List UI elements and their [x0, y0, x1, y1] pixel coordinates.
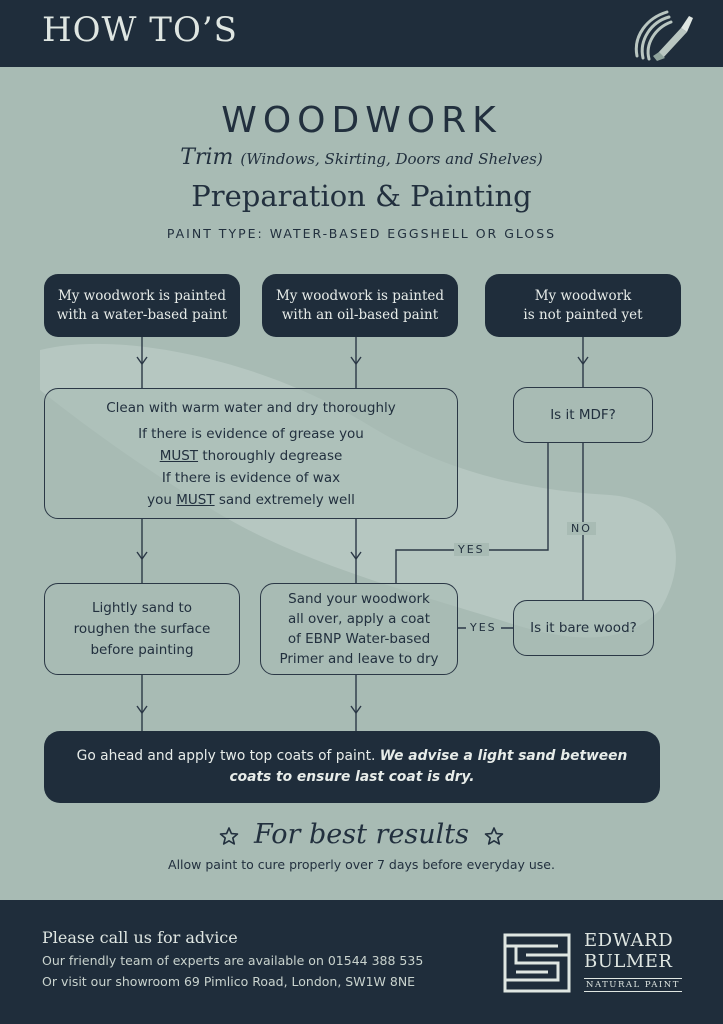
- clean-line2b: thoroughly degrease: [198, 447, 343, 464]
- light-sand-line1: Lightly sand to: [92, 599, 192, 616]
- final-bold-text: We advise a light sand between coats to ensure last coat is dry.: [229, 748, 628, 785]
- clean-line3: If there is evidence of wax: [161, 469, 341, 486]
- start-unpainted-line1: My woodwork: [534, 287, 632, 304]
- brand-line2: BULMER: [584, 951, 673, 972]
- star-icon: [219, 826, 239, 846]
- mdf-question: [513, 387, 653, 443]
- sand-prime-line4: Primer and leave to dry: [279, 651, 439, 667]
- yes-label-bare: YES: [466, 621, 501, 634]
- start-unpainted-line2: is not painted yet: [523, 306, 643, 323]
- start-water-line2: with a water-based paint: [56, 306, 228, 323]
- trim-detail: (Windows, Skirting, Doors and Shelves): [240, 150, 543, 168]
- header-title: HOW TO’S: [42, 10, 238, 50]
- clean-line1: Clean with warm water and dry thoroughly: [106, 399, 396, 416]
- start-oil-based: [262, 274, 458, 337]
- must-emphasis-1: MUST: [159, 447, 199, 464]
- final-plain-text: Go ahead and apply two top coats of paint.: [76, 748, 380, 764]
- start-water-line1: My woodwork is painted: [57, 287, 227, 304]
- start-unpainted: [485, 274, 681, 337]
- start-water-based: [44, 274, 240, 337]
- star-icon: [484, 826, 504, 846]
- light-sand-step: [44, 583, 240, 675]
- footer: [0, 900, 723, 1024]
- clean-line4a: you: [147, 491, 177, 508]
- light-sand-line2: roughen the surface: [73, 620, 211, 637]
- section-heading: Preparation & Painting: [191, 179, 532, 213]
- yes-label-mdf: YES: [454, 543, 489, 556]
- light-sand-line3: before painting: [90, 641, 194, 658]
- sand-prime-line1: Sand your woodwork: [288, 591, 430, 607]
- sand-prime-step: [260, 583, 458, 675]
- bare-wood-question-text: Is it bare wood?: [530, 619, 637, 636]
- clean-line4: [147, 489, 355, 511]
- brand-subtitle: NATURAL PAINT: [586, 980, 680, 990]
- sand-prime-line2: all over, apply a coat: [287, 611, 430, 627]
- best-results-text: For best results: [253, 819, 470, 850]
- brand-logo-icon: [502, 932, 572, 994]
- clean-line2a: If there is evidence of grease you: [138, 425, 364, 442]
- brand-line1: EDWARD: [584, 930, 674, 951]
- final-step-text: [74, 746, 630, 788]
- advice-heading: Please call us for advice: [42, 928, 238, 947]
- start-oil-line1: My woodwork is painted: [275, 287, 445, 304]
- clean-step: [44, 388, 458, 519]
- start-oil-line2: with an oil-based paint: [281, 306, 439, 323]
- sand-prime-line3: of EBNP Water-based: [287, 631, 431, 647]
- page-title: WOODWORK: [221, 100, 502, 141]
- best-results-title: [0, 819, 723, 850]
- cure-note: Allow paint to cure properly over 7 days before everyday use.: [168, 857, 555, 872]
- bare-wood-question: [513, 600, 654, 656]
- final-step: [44, 731, 660, 803]
- clean-line4b: sand extremely well: [214, 491, 355, 508]
- no-label: NO: [567, 522, 596, 535]
- mdf-question-text: Is it MDF?: [550, 406, 616, 423]
- paint-type-label: PAINT TYPE: WATER-BASED EGGSHELL OR GLOSS: [166, 226, 557, 241]
- contact-address: Or visit our showroom 69 Pimlico Road, London, SW1W 8NE: [42, 974, 416, 989]
- brand-name: [584, 930, 673, 972]
- clean-line2: [160, 445, 343, 467]
- trim-label: Trim: [180, 145, 234, 170]
- contact-phone: Our friendly team of experts are available on 01544 388 535: [42, 953, 424, 968]
- must-emphasis-2: MUST: [176, 491, 215, 508]
